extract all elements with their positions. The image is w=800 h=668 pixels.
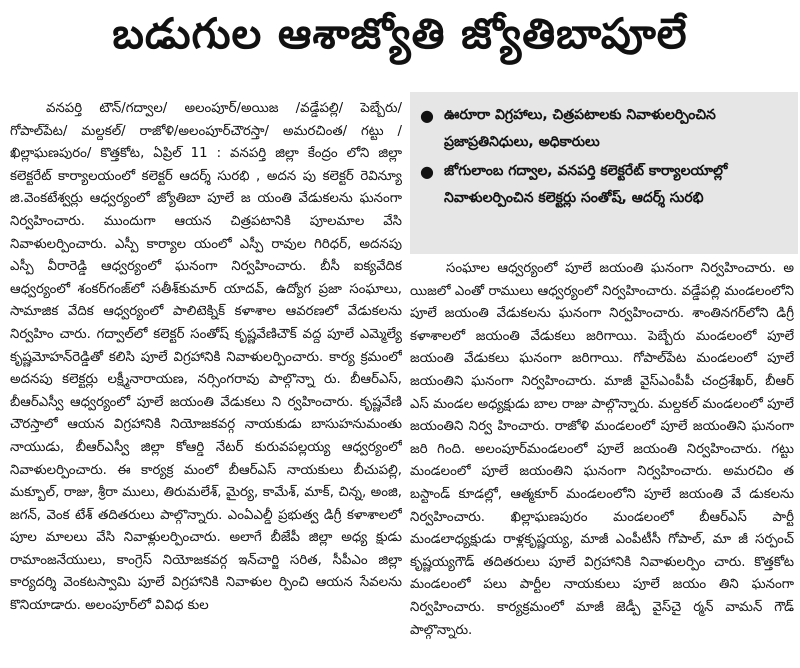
article-column-right [410,258,794,664]
headline: బడుగుల ఆశాజ్యోతి జ్యోతిబాపూలే [112,9,688,58]
bullet-icon: ● [420,162,434,181]
article-column-left [10,98,402,664]
article-paragraph: వనపర్తి టౌన్/గద్వాల/ అలంపూర్/అయిజ /వడ్డేపల్లి/ పెబ్బేరు/ గోపాల్‌పేట/ మల్దకల్/ రాజోళి/అలంపూర్‌చౌరస్తా/ అమరచింత/ గట్టు /ఖిల్లాఘణపురం/ కొత్తకోట, ఏప్రిల్ 11 : వనపర్తి జిల్లా కేంద్రం లోని జిల్లా కలెక్టరేట్ కార్యాలయంలో కలెక్టర్ ఆదర్శ్ సురభి , అదన పు కలెక్టర్ రెవిన్యూ జి.వెంకటేశ్వర్లు ఆధ్వర్యంలో జ్యోతిబా పూలే జ యంతి వేడుకలను ఘనంగా నిర్వహించారు. ముందుగా ఆయన చిత్రపటానికి పూలమాల వేసి నివాళులర్పించారు. ఎస్పీ కార్యాల యంలో ఎస్పీ రావుల గిరిధర్, అదనపు ఎస్పీ వీరారెడ్డి ఆధ్వర్యంలో ఘనంగా నిర్వహించారు. బీసీ ఐక్యవేదిక ఆధ్వర్యంలో శంకర్‌గంజ్‌లో సతీశ్‌కుమార్ యాదవ్, ఉద్యోగ ప్రజా సంఘాలు, సామాజిక వేదిక ఆధ్వర్యంలో పాలిటెక్నిక్ కళాశాల ఆవరణలో వేడుకలను నిర్వహిం చారు. గద్వాల్‌లో కలెక్టర్ సంతోష్ కృష్ణవేణిచౌక్ వద్ద పూలే ఎమ్మెల్యే కృష్ణమోహన్‌రెడ్డితో కలిసి పూలే విగ్రహానికి నివాళులర్పించారు. కార్య క్రమంలో అదనపు కలెక్టర్లు లక్ష్మీనారాయణ, నర్సింగరావు పాల్గొన్నా రు. బీఆర్ఎస్, బీఆర్ఎస్వీ ఆధ్వర్యంలో పూలే జయంతి వేడుకలు ని ర్వహించారు. కృష్ణవేణి చౌరస్తాలో ఆయన విగ్రహానికి నియోజకవర్గ నాయకుడు బాసుహనుమంతు నాయుడు, బీఆర్ఎస్వీ జిల్లా కోఆర్డి నేటర్ కురువపల్లయ్య ఆధ్వర్యంలో నివాళులర్పించారు. ఈ కార్యక్ర మంలో బీఆర్ఎస్ నాయకులు బీచుపల్లి, మక్బూల్, రాజు, శ్రీరా ములు, తిరుమలేశ్, మైర్య, కామేశ్, మాక్, చిన్న, అంజి, జగన్, వెంక టేశ్ తదితరులు పాల్గొన్నారు. ఎంఏఎల్డీ ప్రభుత్వ డిగ్రీ కళాశాలలో పూల మాలలు వేసి నివాళ్లులర్పించారు. అలాగే బీజేపీ జిల్లా అధ్య క్షుడు రామాంజనేయులు, కాంగ్రెస్ నియోజకవర్గ ఇన్‌చార్జి సరిత, సీపీఎం జిల్లా కార్యదర్శి వెంకటస్వామి పూలే విగ్రహానికి నివాళుల ర్పించి ఆయన సేవలను కొనియాడారు. అలంపూర్‌లో వివిధ కుల [10,101,402,614]
highlights-box [410,92,798,254]
highlight-item [420,158,788,212]
highlight-text: ఊరూరా విగ్రహాలు, చిత్రపటాలకు నివాళులర్పించిన ప్రజాప్రతినిధులు, అధికారులు [444,107,716,150]
highlight-item [420,102,788,156]
bullet-icon: ● [420,106,434,125]
highlight-text: జోగులాంబ గద్వాల, వనపర్తి కలెక్టరేట్ కార్యాలయాల్లో నివాళులర్పించిన కలెక్టర్లు సంతోష్, ఆదర్శ్ సురభి [444,163,728,206]
article-paragraph: సంఘాల ఆధ్వర్యంలో పూలే జయంతి ఘనంగా నిర్వహించారు. అ యిజలో ఎంతో రాములు ఆధ్వర్యంలో నిర్వహించారు. వడ్డేపల్లి మండలంలోని పూలే జయంతి వేడుకలను ఘనంగా నిర్వహించారు. శాంతినగర్‌లోని డిగ్రీ కళాశాలలో జయంతి వేడుకలు జరిగాయి. పెబ్బేరు మండలంలో పూలే జయంతి వేడుకలు ఘనంగా జరిగాయి. గోపాల్‌పేట మండలంలో పూలే జయంతిని ఘనంగా నిర్వహించారు. మాజీ వైస్ఎంపీపీ చంద్రశేఖర్, బీఆర్ ఎస్ మండల అధ్యక్షుడు బాల రాజు పాల్గొన్నారు. మల్దకల్ మండలంలో పూలే జయంతిని నిర్వ హించారు. రాజోళి మండలంలో పూలే జయంతిని ఘనంగా జరి గింది. అలంపూర్‌మండలంలో పూలే జయంతి నిర్వహించారు. గట్టు మండలంలో పూలే జయంతిని ఘనంగా నిర్వహించారు. అమరచిం త బస్టాండ్ కూడల్లో, ఆత్మకూర్ మండలంలోని పూలే జయంతి వే డుకలను నిర్వహించారు. ఖిల్లాఘణపురం మండలంలో బీఆర్ఎస్ పార్టీ మండలాధ్యక్షుడు రాళ్లకృష్ణయ్య, మాజీ ఎంపీటీసీ గోపాల్, మా జీ సర్పంచ్ కృష్ణయ్యగౌడ్ తదితరులు పూలే విగ్రహానికి నివాళులర్పిం చారు. కొత్తకోట మండలంలో పలు పార్టీల నాయకులు పూలే జయం తిని ఘనంగా నిర్వహించారు. కార్యక్రమంలో మాజీ జెడ్పీ వైస్‌చై ర్మన్ వామన్ గౌడ్ పాల్గొన్నారు. [410,261,794,638]
